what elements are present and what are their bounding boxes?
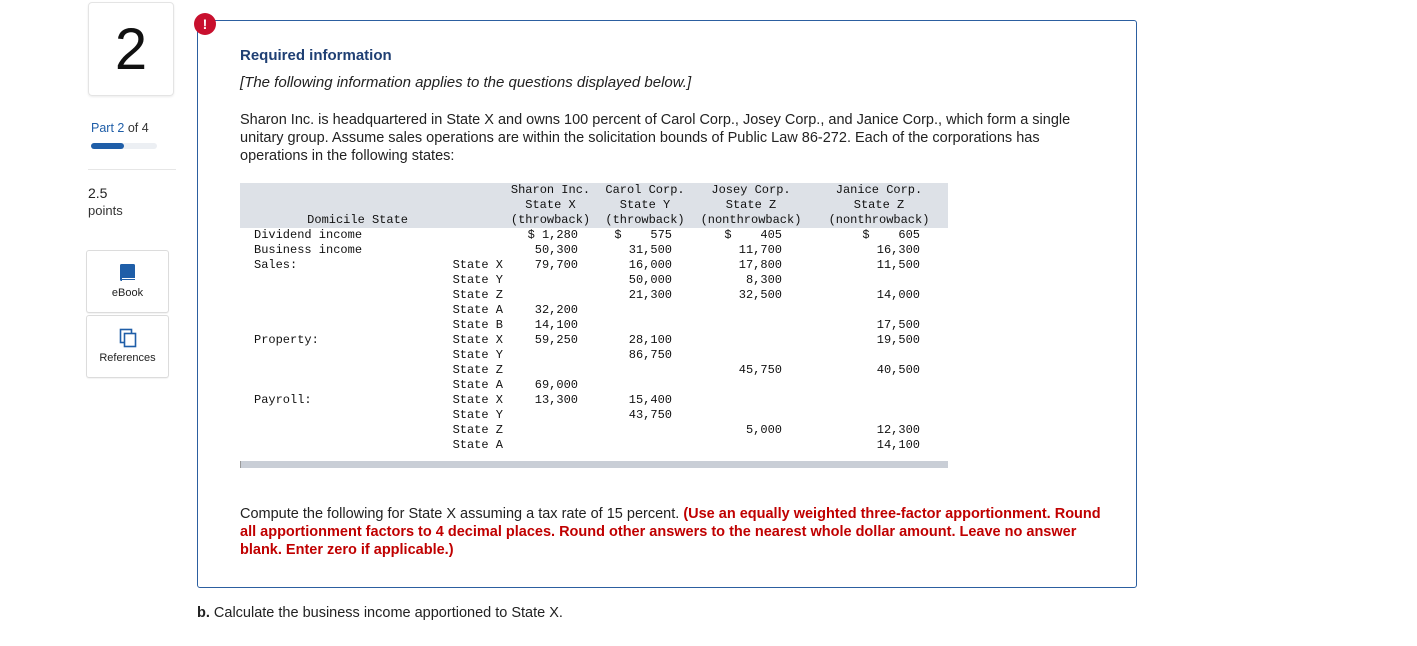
table-cell: 32,500 bbox=[738, 288, 782, 302]
table-cell bbox=[810, 348, 948, 363]
part-b-text: Calculate the business income apportioned to State X. bbox=[209, 605, 563, 621]
table-header-row bbox=[240, 213, 948, 228]
points-value: 2.5 bbox=[88, 185, 108, 201]
table-cell: State Y bbox=[452, 408, 503, 422]
table-cell bbox=[598, 303, 692, 318]
instructions bbox=[240, 505, 1110, 559]
table-header-cell: (nonthrowback) bbox=[700, 213, 802, 227]
table-header-cell: State X bbox=[525, 198, 576, 212]
part-suffix: of 4 bbox=[124, 121, 149, 135]
table-cell bbox=[503, 408, 598, 423]
table-cell bbox=[503, 348, 598, 363]
table-cell: 17,800 bbox=[738, 258, 782, 272]
instruction-emphasis: (Use an equally weighted three-factor apportionment. Round all apportionment factors to 4 decimal places. Round other answers to the nearest whole dollar amount. Leave no answer blank. Enter zero if applicable.) bbox=[240, 506, 1101, 558]
table-header-cell: (throwback) bbox=[605, 213, 685, 227]
table-header-cell: Sharon Inc. bbox=[510, 183, 591, 197]
table-cell: State Y bbox=[452, 273, 503, 287]
table-header-row bbox=[240, 183, 948, 198]
table-row bbox=[240, 333, 948, 348]
table-cell bbox=[692, 393, 810, 408]
table-row bbox=[240, 318, 948, 333]
card-subtitle: [The following information applies to the questions displayed below.] bbox=[240, 74, 692, 91]
question-number: 2 bbox=[114, 16, 148, 82]
table-cell: 50,300 bbox=[534, 243, 578, 257]
table-cell bbox=[692, 438, 810, 453]
table-cell bbox=[503, 423, 598, 438]
table-cell: State B bbox=[452, 318, 503, 332]
table-cell: 15,400 bbox=[628, 393, 672, 407]
table-cell: State Z bbox=[452, 288, 503, 302]
ebook-label: eBook bbox=[111, 287, 144, 299]
table-cell bbox=[810, 393, 948, 408]
part-b-question bbox=[197, 605, 563, 621]
book-icon bbox=[119, 263, 137, 283]
table-row bbox=[240, 258, 948, 273]
table-row bbox=[240, 348, 948, 363]
table-cell bbox=[692, 408, 810, 423]
table-cell bbox=[692, 378, 810, 393]
part-current: 2 bbox=[117, 121, 125, 135]
card-title: Required information bbox=[240, 47, 392, 64]
table-header-cell bbox=[240, 183, 408, 198]
table-cell bbox=[240, 303, 408, 318]
table-cell: State Y bbox=[452, 348, 503, 362]
table-cell bbox=[408, 228, 503, 243]
table-cell: 31,500 bbox=[628, 243, 672, 257]
table-cell: 13,300 bbox=[534, 393, 578, 407]
table-cell: 14,100 bbox=[876, 438, 920, 452]
table-cell: 14,000 bbox=[876, 288, 920, 302]
table-cell: 59,250 bbox=[534, 333, 578, 347]
table-header-cell bbox=[240, 198, 408, 213]
table-header-cell: Domicile State bbox=[307, 213, 408, 227]
table-cell: $ 405 bbox=[724, 228, 782, 242]
table-cell bbox=[503, 288, 598, 303]
table-cell: 16,000 bbox=[628, 258, 672, 272]
table-cell: $ 605 bbox=[862, 228, 920, 242]
table-cell: State X bbox=[452, 333, 503, 347]
table-row bbox=[240, 243, 948, 258]
table-cell: 43,750 bbox=[628, 408, 672, 422]
table-cell bbox=[240, 288, 408, 303]
points-display bbox=[88, 185, 123, 219]
table-cell bbox=[692, 333, 810, 348]
table-cell bbox=[598, 378, 692, 393]
table-header-cell: Josey Corp. bbox=[711, 183, 791, 197]
table-header-cell bbox=[408, 213, 503, 228]
table-row bbox=[240, 273, 948, 288]
table-row bbox=[240, 408, 948, 423]
table-row bbox=[240, 438, 948, 453]
table-cell: 11,700 bbox=[738, 243, 782, 257]
sidebar-divider bbox=[88, 169, 176, 170]
table-row bbox=[240, 423, 948, 438]
part-progress-bar bbox=[91, 143, 157, 149]
table-cell bbox=[240, 408, 408, 423]
references-icon bbox=[119, 328, 137, 348]
table-cell bbox=[692, 348, 810, 363]
table-cell: 17,500 bbox=[876, 318, 920, 332]
table-cell: 11,500 bbox=[876, 258, 920, 272]
table-cell: Business income bbox=[254, 243, 363, 257]
table-cell bbox=[810, 378, 948, 393]
table-cell: 28,100 bbox=[628, 333, 672, 347]
table-cell: 40,500 bbox=[876, 363, 920, 377]
table-cell: 14,100 bbox=[534, 318, 578, 332]
table-header-cell bbox=[408, 198, 503, 213]
part-indicator bbox=[91, 121, 149, 135]
table-cell bbox=[598, 423, 692, 438]
part-b-label: b. bbox=[197, 605, 210, 621]
table-cell: 21,300 bbox=[628, 288, 672, 302]
table-cell: State A bbox=[452, 303, 503, 317]
table-cell: 16,300 bbox=[876, 243, 920, 257]
table-row bbox=[240, 393, 948, 408]
table-cell bbox=[240, 363, 408, 378]
table-header bbox=[240, 183, 948, 228]
table-cell bbox=[240, 318, 408, 333]
instruction-text: Compute the following for State X assuming a tax rate of 15 percent. bbox=[240, 506, 684, 522]
table-cell bbox=[503, 273, 598, 288]
table-cell bbox=[240, 438, 408, 453]
table-cell bbox=[240, 273, 408, 288]
table-header-cell: State Z bbox=[853, 198, 905, 212]
table-cell: State Z bbox=[452, 363, 503, 377]
table-cell bbox=[598, 318, 692, 333]
table-body bbox=[240, 228, 948, 453]
table-cell: 5,000 bbox=[745, 423, 782, 437]
table-cell: 32,200 bbox=[534, 303, 578, 317]
points-label: points bbox=[88, 203, 123, 218]
table-cell: Property: bbox=[254, 333, 319, 347]
table-footer-bar bbox=[240, 461, 948, 468]
table-cell bbox=[240, 348, 408, 363]
table-row bbox=[240, 228, 948, 243]
intro-paragraph: Sharon Inc. is headquartered in State X and owns 100 percent of Carol Corp., Josey Corp., and Janice Corp., which form a single unitary group. Assume sales operations are within the solicitation bounds of Public Law 86-272. Each of the corporations has operations in the following states: bbox=[240, 112, 1071, 164]
references-button[interactable] bbox=[86, 315, 169, 378]
table-header-cell: State Z bbox=[725, 198, 777, 212]
table-cell: State Z bbox=[452, 423, 503, 437]
table-cell bbox=[240, 423, 408, 438]
table-cell: 50,000 bbox=[628, 273, 672, 287]
table-row bbox=[240, 378, 948, 393]
table-header-cell: Janice Corp. bbox=[835, 183, 923, 197]
corporations-data-table bbox=[240, 183, 948, 468]
table-cell: 8,300 bbox=[745, 273, 782, 287]
table-cell: Sales: bbox=[254, 258, 298, 272]
table-cell: 19,500 bbox=[876, 333, 920, 347]
table-header-row bbox=[240, 198, 948, 213]
table-header-cell: (nonthrowback) bbox=[828, 213, 930, 227]
part-prefix: Part bbox=[91, 121, 118, 135]
table-header-cell: State Y bbox=[619, 198, 671, 212]
table-cell: 45,750 bbox=[738, 363, 782, 377]
table-row bbox=[240, 303, 948, 318]
table-cell bbox=[408, 243, 503, 258]
table-cell: Payroll: bbox=[254, 393, 312, 407]
table-row bbox=[240, 288, 948, 303]
references-label: References bbox=[99, 352, 156, 364]
table-header-cell: Carol Corp. bbox=[605, 183, 685, 197]
table-cell: $ 1,280 bbox=[527, 228, 578, 242]
table-cell bbox=[810, 408, 948, 423]
alert-icon: ! bbox=[194, 13, 216, 35]
ebook-button[interactable] bbox=[86, 250, 169, 313]
table-cell bbox=[810, 273, 948, 288]
table-header-cell bbox=[408, 183, 503, 198]
table-cell bbox=[598, 438, 692, 453]
table-cell bbox=[503, 363, 598, 378]
table-header-cell: (throwback) bbox=[510, 213, 591, 227]
table-cell: State X bbox=[452, 393, 503, 407]
table-cell: 79,700 bbox=[534, 258, 578, 272]
table-cell: State A bbox=[452, 378, 503, 392]
table-cell bbox=[240, 378, 408, 393]
table-row bbox=[240, 363, 948, 378]
table-cell: State X bbox=[452, 258, 503, 272]
table-cell: 86,750 bbox=[628, 348, 672, 362]
table-cell: Dividend income bbox=[254, 228, 363, 242]
table-cell: 69,000 bbox=[534, 378, 578, 392]
table-cell: 12,300 bbox=[876, 423, 920, 437]
table-cell: $ 575 bbox=[614, 228, 672, 242]
table-cell bbox=[692, 318, 810, 333]
table-cell bbox=[598, 363, 692, 378]
table-cell bbox=[692, 303, 810, 318]
table-cell: State A bbox=[452, 438, 503, 452]
required-information-card bbox=[197, 20, 1137, 588]
part-progress-fill bbox=[91, 143, 124, 149]
question-number-box bbox=[88, 2, 174, 96]
table-cell bbox=[810, 303, 948, 318]
table-cell bbox=[503, 438, 598, 453]
